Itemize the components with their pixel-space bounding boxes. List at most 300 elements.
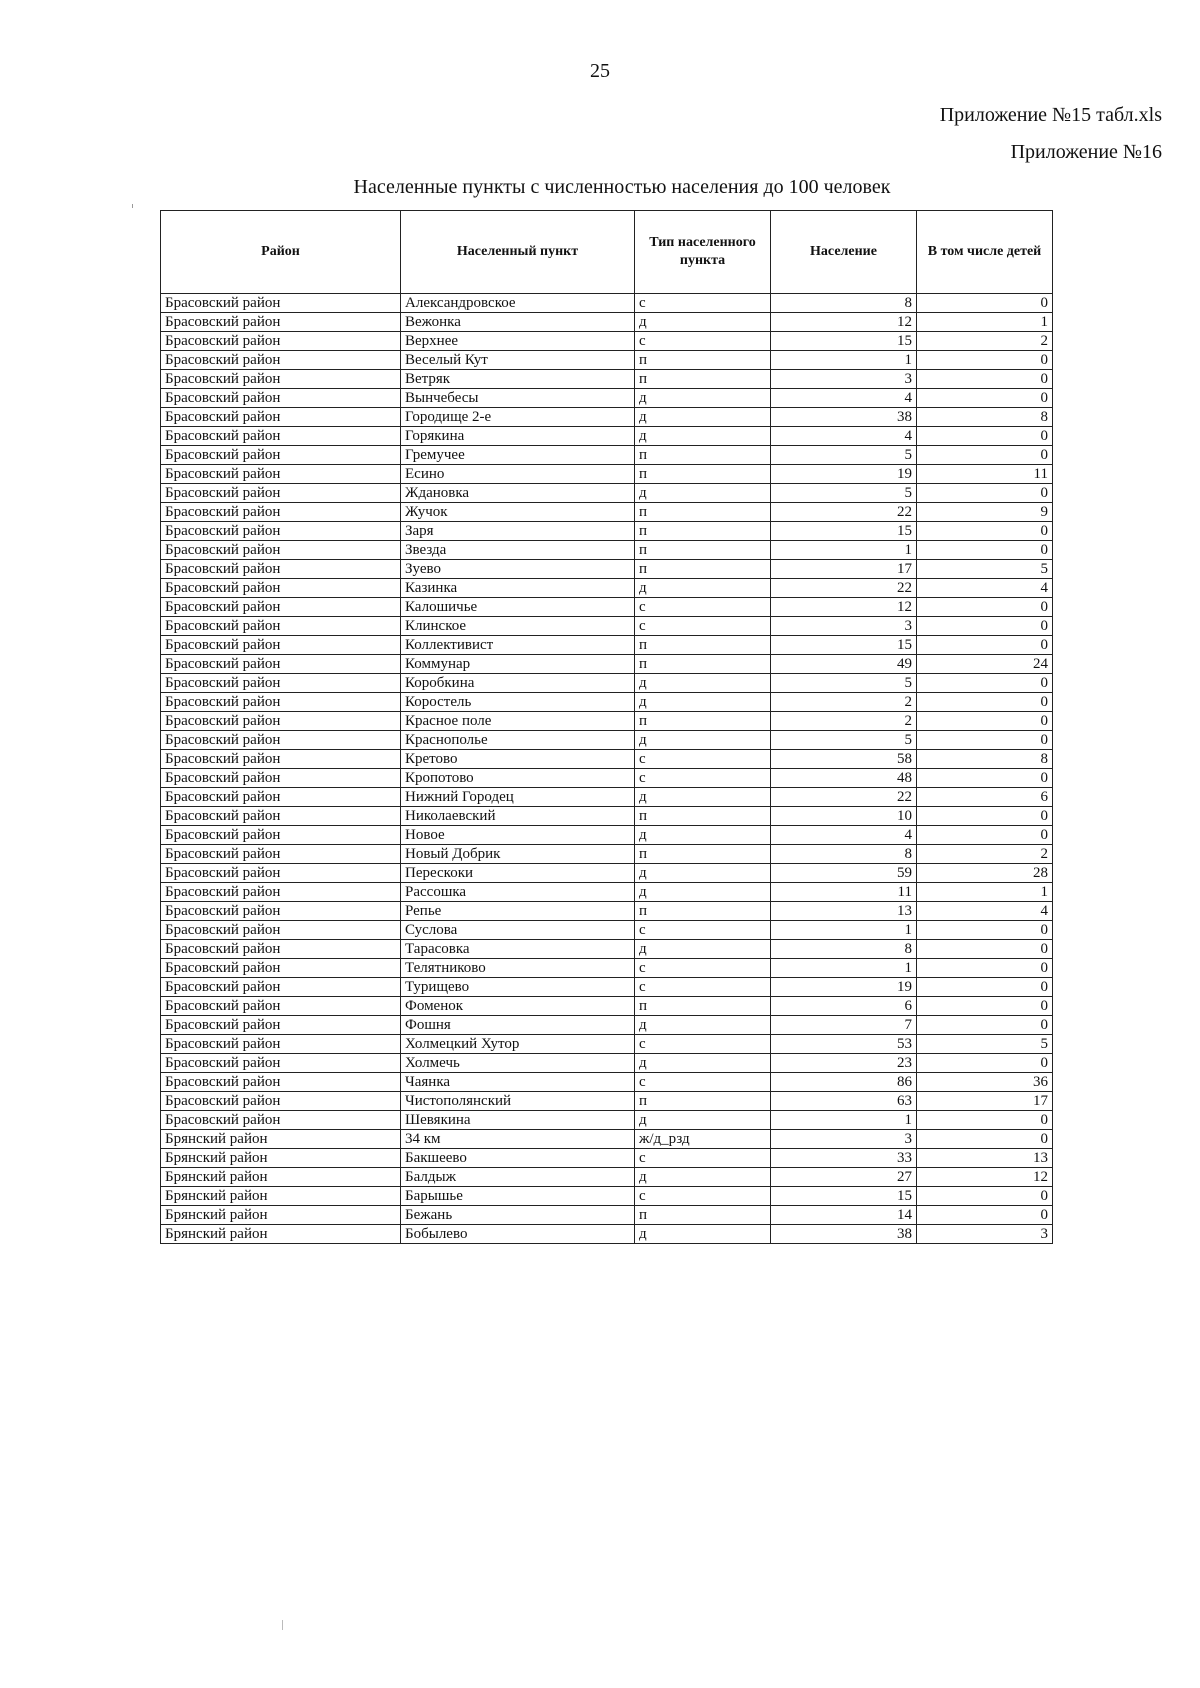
cell-children: 0 (917, 370, 1053, 389)
table-row (161, 446, 1053, 465)
cell-type: д (635, 826, 771, 845)
cell-population: 22 (771, 788, 917, 807)
header-children: В том числе детей (917, 211, 1053, 294)
cell-type: п (635, 1092, 771, 1111)
cell-settlement: Звезда (401, 541, 635, 560)
table-row (161, 465, 1053, 484)
cell-population: 22 (771, 579, 917, 598)
cell-type: с (635, 617, 771, 636)
page-number: 25 (590, 60, 610, 82)
cell-type: д (635, 1225, 771, 1244)
cell-population: 15 (771, 1187, 917, 1206)
cell-type: ж/д_рзд (635, 1130, 771, 1149)
cell-district: Брасовский район (161, 750, 401, 769)
cell-type: п (635, 807, 771, 826)
cell-district: Брасовский район (161, 636, 401, 655)
cell-settlement: Нижний Городец (401, 788, 635, 807)
cell-population: 1 (771, 351, 917, 370)
table-row (161, 1225, 1053, 1244)
header-type: Тип населенного пункта (635, 211, 771, 294)
cell-children: 0 (917, 598, 1053, 617)
table-row (161, 921, 1053, 940)
table-row (161, 1035, 1053, 1054)
cell-settlement: Новое (401, 826, 635, 845)
cell-type: п (635, 351, 771, 370)
table-body (161, 294, 1053, 1244)
cell-district: Брянский район (161, 1149, 401, 1168)
cell-district: Брасовский район (161, 674, 401, 693)
cell-type: д (635, 940, 771, 959)
cell-population: 1 (771, 959, 917, 978)
cell-population: 59 (771, 864, 917, 883)
cell-children: 0 (917, 446, 1053, 465)
cell-settlement: Верхнее (401, 332, 635, 351)
table-row (161, 1054, 1053, 1073)
cell-settlement: Ждановка (401, 484, 635, 503)
cell-settlement: Холмечь (401, 1054, 635, 1073)
table-row (161, 655, 1053, 674)
scan-mark (132, 204, 133, 208)
cell-settlement: Балдыж (401, 1168, 635, 1187)
cell-type: п (635, 655, 771, 674)
cell-settlement: Фоменок (401, 997, 635, 1016)
cell-children: 8 (917, 408, 1053, 427)
cell-district: Брасовский район (161, 959, 401, 978)
cell-settlement: Коробкина (401, 674, 635, 693)
cell-children: 0 (917, 731, 1053, 750)
table-row (161, 978, 1053, 997)
header-settlement: Населенный пункт (401, 211, 635, 294)
cell-children: 0 (917, 1130, 1053, 1149)
table-row (161, 1092, 1053, 1111)
cell-district: Брасовский район (161, 1035, 401, 1054)
cell-population: 12 (771, 598, 917, 617)
table-row (161, 712, 1053, 731)
cell-district: Брасовский район (161, 1092, 401, 1111)
table-row (161, 883, 1053, 902)
cell-children: 0 (917, 541, 1053, 560)
cell-district: Брасовский район (161, 560, 401, 579)
cell-population: 86 (771, 1073, 917, 1092)
cell-settlement: Николаевский (401, 807, 635, 826)
table-row (161, 769, 1053, 788)
cell-district: Брасовский район (161, 864, 401, 883)
cell-district: Брасовский район (161, 332, 401, 351)
cell-children: 0 (917, 389, 1053, 408)
cell-children: 2 (917, 332, 1053, 351)
cell-children: 3 (917, 1225, 1053, 1244)
table-row (161, 389, 1053, 408)
cell-children: 17 (917, 1092, 1053, 1111)
cell-settlement: Ветряк (401, 370, 635, 389)
cell-type: д (635, 788, 771, 807)
table-row (161, 864, 1053, 883)
cell-population: 15 (771, 636, 917, 655)
cell-type: с (635, 1073, 771, 1092)
table-row (161, 579, 1053, 598)
cell-population: 63 (771, 1092, 917, 1111)
cell-population: 15 (771, 522, 917, 541)
cell-settlement: Шевякина (401, 1111, 635, 1130)
cell-type: д (635, 864, 771, 883)
table-row (161, 1206, 1053, 1225)
cell-population: 3 (771, 617, 917, 636)
table-row (161, 826, 1053, 845)
cell-population: 58 (771, 750, 917, 769)
table-row (161, 332, 1053, 351)
cell-children: 0 (917, 1111, 1053, 1130)
cell-type: п (635, 997, 771, 1016)
cell-population: 3 (771, 1130, 917, 1149)
cell-settlement: Перескоки (401, 864, 635, 883)
cell-type: д (635, 1016, 771, 1035)
cell-population: 12 (771, 313, 917, 332)
cell-settlement: Репье (401, 902, 635, 921)
cell-district: Брасовский район (161, 731, 401, 750)
cell-population: 4 (771, 826, 917, 845)
cell-type: с (635, 1149, 771, 1168)
cell-type: с (635, 1035, 771, 1054)
cell-type: д (635, 484, 771, 503)
table-row (161, 807, 1053, 826)
cell-children: 1 (917, 313, 1053, 332)
cell-type: д (635, 674, 771, 693)
cell-district: Брянский район (161, 1130, 401, 1149)
cell-settlement: Чаянка (401, 1073, 635, 1092)
table-row (161, 541, 1053, 560)
cell-type: д (635, 313, 771, 332)
cell-type: п (635, 446, 771, 465)
cell-population: 8 (771, 294, 917, 313)
cell-population: 23 (771, 1054, 917, 1073)
cell-children: 0 (917, 351, 1053, 370)
cell-district: Брасовский район (161, 484, 401, 503)
table-header-row (161, 211, 1053, 294)
table-row (161, 959, 1053, 978)
cell-type: п (635, 503, 771, 522)
cell-type: п (635, 522, 771, 541)
cell-settlement: Клинское (401, 617, 635, 636)
cell-district: Брасовский район (161, 807, 401, 826)
table-row (161, 997, 1053, 1016)
cell-population: 7 (771, 1016, 917, 1035)
cell-district: Брасовский район (161, 883, 401, 902)
cell-population: 1 (771, 1111, 917, 1130)
cell-type: с (635, 1187, 771, 1206)
cell-children: 2 (917, 845, 1053, 864)
cell-population: 10 (771, 807, 917, 826)
cell-settlement: Городище 2-е (401, 408, 635, 427)
table-row (161, 902, 1053, 921)
cell-population: 14 (771, 1206, 917, 1225)
cell-population: 8 (771, 845, 917, 864)
cell-children: 0 (917, 1206, 1053, 1225)
cell-district: Брасовский район (161, 617, 401, 636)
cell-settlement: Турищево (401, 978, 635, 997)
appendix-label: Приложение №16 (1010, 141, 1162, 163)
cell-district: Брасовский район (161, 598, 401, 617)
cell-district: Брасовский район (161, 1111, 401, 1130)
cell-settlement: Бежань (401, 1206, 635, 1225)
table-row (161, 351, 1053, 370)
cell-population: 38 (771, 1225, 917, 1244)
cell-settlement: 34 км (401, 1130, 635, 1149)
table-row (161, 427, 1053, 446)
cell-district: Брасовский район (161, 389, 401, 408)
cell-population: 22 (771, 503, 917, 522)
cell-type: п (635, 541, 771, 560)
table-row (161, 845, 1053, 864)
cell-settlement: Барышье (401, 1187, 635, 1206)
cell-population: 5 (771, 674, 917, 693)
cell-children: 12 (917, 1168, 1053, 1187)
cell-type: д (635, 579, 771, 598)
cell-district: Брасовский район (161, 1073, 401, 1092)
cell-children: 4 (917, 902, 1053, 921)
cell-type: с (635, 294, 771, 313)
cell-district: Брасовский район (161, 313, 401, 332)
cell-settlement: Вежонка (401, 313, 635, 332)
cell-type: с (635, 921, 771, 940)
cell-district: Брасовский район (161, 370, 401, 389)
cell-children: 0 (917, 484, 1053, 503)
cell-district: Брасовский район (161, 693, 401, 712)
cell-population: 19 (771, 465, 917, 484)
cell-population: 2 (771, 693, 917, 712)
cell-district: Брасовский район (161, 997, 401, 1016)
cell-type: с (635, 598, 771, 617)
cell-children: 8 (917, 750, 1053, 769)
cell-children: 4 (917, 579, 1053, 598)
scan-mark-bottom (282, 1620, 283, 1630)
cell-type: п (635, 902, 771, 921)
cell-type: д (635, 731, 771, 750)
cell-children: 24 (917, 655, 1053, 674)
cell-district: Брасовский район (161, 769, 401, 788)
cell-district: Брасовский район (161, 541, 401, 560)
cell-settlement: Чистополянский (401, 1092, 635, 1111)
table-row (161, 1149, 1053, 1168)
cell-population: 19 (771, 978, 917, 997)
cell-district: Брасовский район (161, 579, 401, 598)
cell-settlement: Веселый Кут (401, 351, 635, 370)
table-row (161, 940, 1053, 959)
cell-children: 5 (917, 560, 1053, 579)
table-row (161, 503, 1053, 522)
cell-type: п (635, 845, 771, 864)
cell-children: 0 (917, 921, 1053, 940)
appendix-file-label: Приложение №15 табл.xls (939, 104, 1162, 126)
cell-settlement: Жучок (401, 503, 635, 522)
cell-settlement: Тарасовка (401, 940, 635, 959)
cell-district: Брасовский район (161, 655, 401, 674)
cell-district: Брасовский район (161, 1054, 401, 1073)
cell-settlement: Красное поле (401, 712, 635, 731)
cell-children: 0 (917, 940, 1053, 959)
cell-population: 1 (771, 541, 917, 560)
cell-type: д (635, 389, 771, 408)
cell-children: 11 (917, 465, 1053, 484)
table-row (161, 408, 1053, 427)
cell-population: 5 (771, 484, 917, 503)
cell-type: п (635, 370, 771, 389)
cell-type: с (635, 978, 771, 997)
cell-population: 3 (771, 370, 917, 389)
cell-population: 5 (771, 731, 917, 750)
cell-district: Брасовский район (161, 465, 401, 484)
cell-population: 38 (771, 408, 917, 427)
cell-district: Брасовский район (161, 902, 401, 921)
cell-settlement: Кретово (401, 750, 635, 769)
cell-type: с (635, 750, 771, 769)
cell-children: 0 (917, 617, 1053, 636)
cell-district: Брянский район (161, 1225, 401, 1244)
cell-settlement: Бакшеево (401, 1149, 635, 1168)
cell-district: Брасовский район (161, 408, 401, 427)
cell-children: 36 (917, 1073, 1053, 1092)
cell-type: п (635, 465, 771, 484)
cell-children: 13 (917, 1149, 1053, 1168)
cell-district: Брасовский район (161, 921, 401, 940)
cell-population: 5 (771, 446, 917, 465)
cell-children: 0 (917, 978, 1053, 997)
cell-children: 1 (917, 883, 1053, 902)
cell-type: д (635, 1054, 771, 1073)
cell-district: Брасовский район (161, 294, 401, 313)
cell-settlement: Холмецкий Хутор (401, 1035, 635, 1054)
cell-district: Брасовский район (161, 427, 401, 446)
cell-population: 48 (771, 769, 917, 788)
cell-children: 9 (917, 503, 1053, 522)
table-row (161, 294, 1053, 313)
cell-population: 33 (771, 1149, 917, 1168)
table-row (161, 693, 1053, 712)
cell-district: Брянский район (161, 1206, 401, 1225)
cell-population: 2 (771, 712, 917, 731)
cell-children: 0 (917, 712, 1053, 731)
cell-population: 4 (771, 389, 917, 408)
cell-district: Брасовский район (161, 503, 401, 522)
cell-type: п (635, 560, 771, 579)
cell-settlement: Зуево (401, 560, 635, 579)
cell-settlement: Рассошка (401, 883, 635, 902)
cell-children: 0 (917, 769, 1053, 788)
cell-population: 1 (771, 921, 917, 940)
settlements-table (160, 210, 1053, 1244)
table-row (161, 370, 1053, 389)
table-row (161, 750, 1053, 769)
cell-settlement: Александровское (401, 294, 635, 313)
cell-type: д (635, 408, 771, 427)
cell-settlement: Гремучее (401, 446, 635, 465)
cell-children: 28 (917, 864, 1053, 883)
cell-settlement: Казинка (401, 579, 635, 598)
cell-settlement: Новый Добрик (401, 845, 635, 864)
cell-type: д (635, 1111, 771, 1130)
cell-settlement: Телятниково (401, 959, 635, 978)
cell-settlement: Вынчебесы (401, 389, 635, 408)
cell-district: Брасовский район (161, 351, 401, 370)
cell-type: п (635, 712, 771, 731)
cell-children: 0 (917, 294, 1053, 313)
cell-children: 0 (917, 674, 1053, 693)
table-row (161, 1016, 1053, 1035)
cell-population: 4 (771, 427, 917, 446)
cell-settlement: Заря (401, 522, 635, 541)
document-title (0, 176, 1200, 199)
cell-children: 5 (917, 1035, 1053, 1054)
table-row (161, 731, 1053, 750)
cell-type: с (635, 769, 771, 788)
cell-settlement: Бобылево (401, 1225, 635, 1244)
table-row (161, 788, 1053, 807)
cell-children: 0 (917, 959, 1053, 978)
cell-population: 6 (771, 997, 917, 1016)
cell-children: 0 (917, 1187, 1053, 1206)
cell-children: 0 (917, 997, 1053, 1016)
table-row (161, 636, 1053, 655)
cell-settlement: Фошня (401, 1016, 635, 1035)
cell-type: д (635, 693, 771, 712)
table-row (161, 1130, 1053, 1149)
cell-settlement: Калошичье (401, 598, 635, 617)
cell-district: Брасовский район (161, 940, 401, 959)
header-population: Население (771, 211, 917, 294)
cell-population: 27 (771, 1168, 917, 1187)
cell-type: п (635, 1206, 771, 1225)
cell-type: с (635, 332, 771, 351)
table-row (161, 522, 1053, 541)
cell-population: 13 (771, 902, 917, 921)
table-row (161, 1187, 1053, 1206)
table-row (161, 674, 1053, 693)
cell-type: д (635, 883, 771, 902)
cell-population: 15 (771, 332, 917, 351)
cell-children: 0 (917, 1016, 1053, 1035)
table-row (161, 560, 1053, 579)
cell-district: Брянский район (161, 1187, 401, 1206)
cell-district: Брасовский район (161, 446, 401, 465)
cell-district: Брасовский район (161, 845, 401, 864)
cell-settlement: Краснополье (401, 731, 635, 750)
cell-type: п (635, 636, 771, 655)
cell-children: 0 (917, 807, 1053, 826)
cell-district: Брасовский район (161, 826, 401, 845)
cell-district: Брянский район (161, 1168, 401, 1187)
table-row (161, 484, 1053, 503)
table-row (161, 1111, 1053, 1130)
cell-district: Брасовский район (161, 978, 401, 997)
table-row (161, 313, 1053, 332)
cell-population: 49 (771, 655, 917, 674)
cell-settlement: Коростель (401, 693, 635, 712)
header-district: Район (161, 211, 401, 294)
cell-children: 0 (917, 826, 1053, 845)
table-row (161, 1168, 1053, 1187)
document-title-text: Населенные пункты с численностью населения до 100 человек (353, 176, 891, 198)
table-row (161, 617, 1053, 636)
cell-children: 0 (917, 1054, 1053, 1073)
cell-district: Брасовский район (161, 522, 401, 541)
cell-settlement: Коммунар (401, 655, 635, 674)
table-row (161, 1073, 1053, 1092)
cell-settlement: Есино (401, 465, 635, 484)
cell-type: д (635, 427, 771, 446)
table-row (161, 598, 1053, 617)
cell-children: 0 (917, 427, 1053, 446)
cell-settlement: Кропотово (401, 769, 635, 788)
cell-population: 11 (771, 883, 917, 902)
